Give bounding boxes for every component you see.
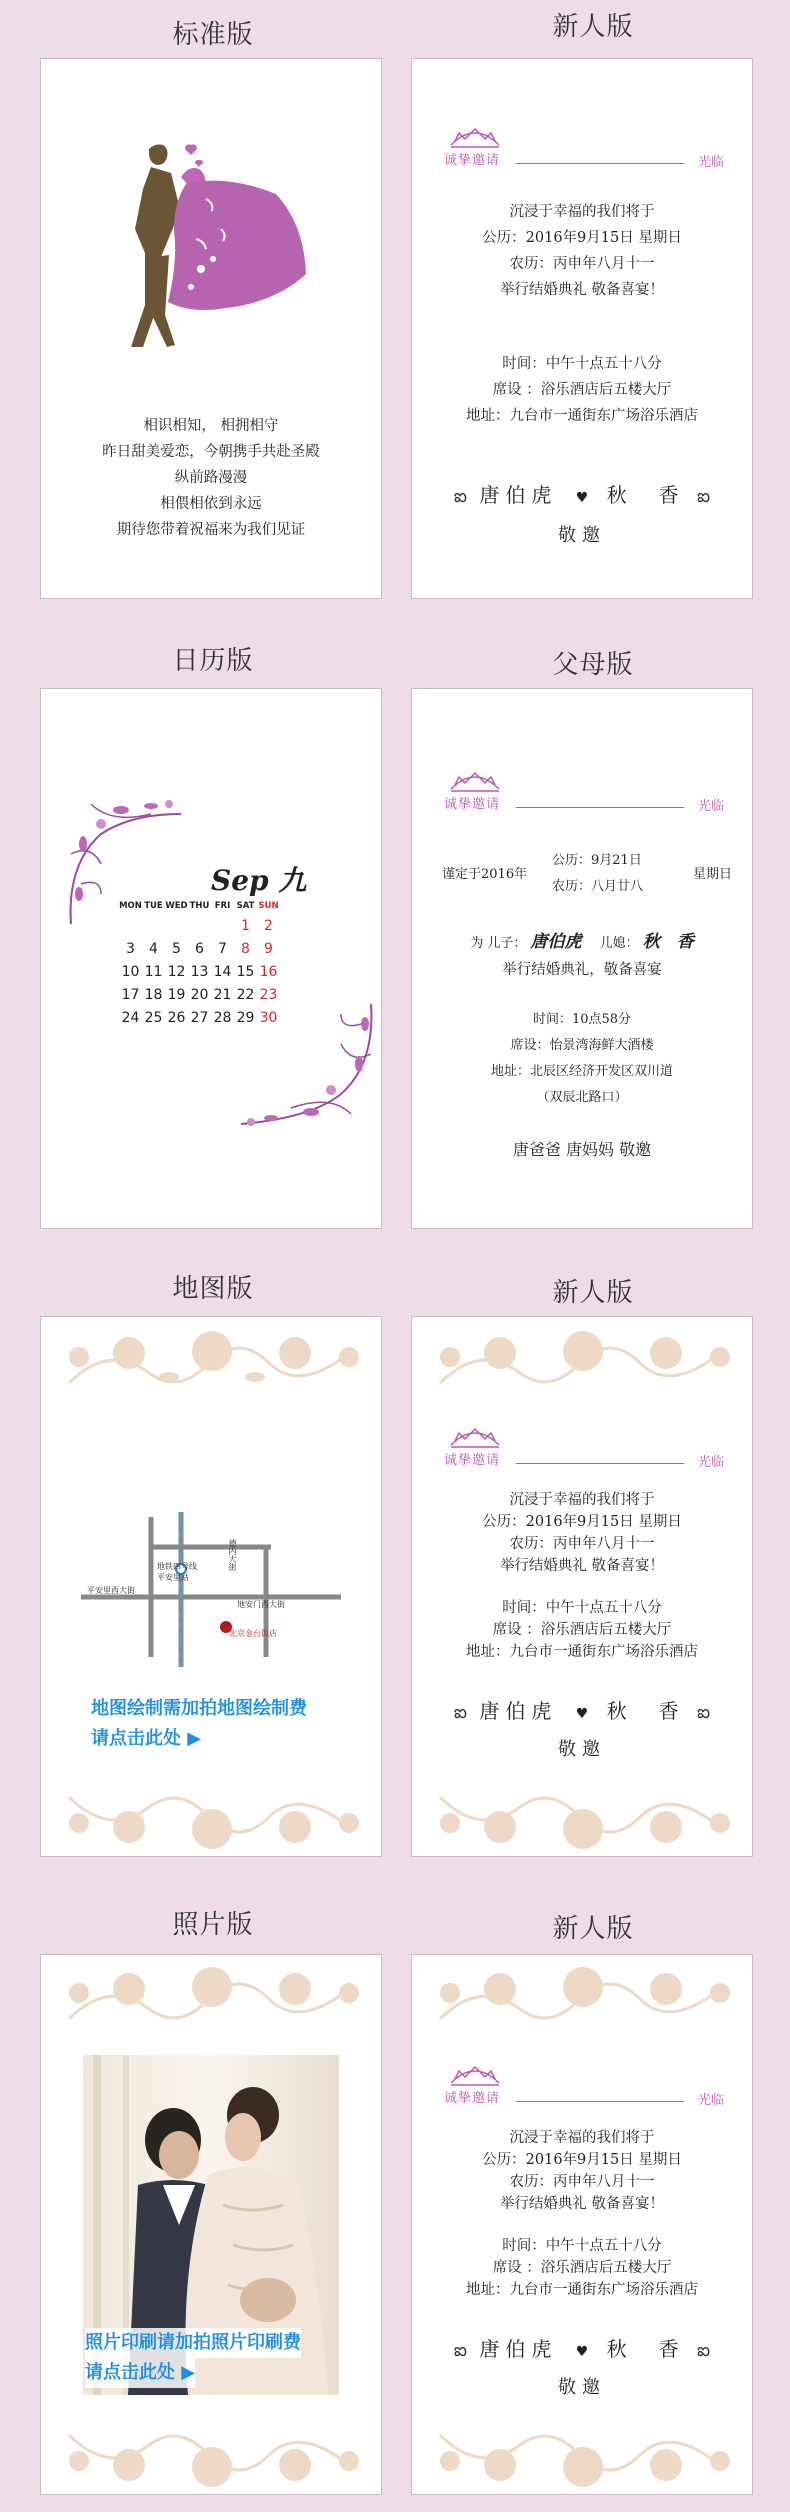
venue-line: 席设：怡景湾海鲜大酒楼 bbox=[510, 1038, 654, 1053]
heading-couple-2: 新人版 bbox=[552, 1278, 634, 1308]
welcome-label: 光临 bbox=[697, 799, 724, 814]
calendar-day: 24 bbox=[121, 1010, 140, 1026]
weekday: TUE bbox=[144, 901, 163, 911]
calendar-day: 21 bbox=[213, 987, 232, 1003]
detail-line: 农历：丙申年八月十一 bbox=[509, 256, 655, 272]
detail-line: 沉浸于幸福的我们将于 bbox=[509, 1492, 655, 1508]
wing-right-icon: ఐ bbox=[697, 486, 711, 507]
photo-click-here-link[interactable]: 请点击此处 ▶ bbox=[85, 2358, 195, 2388]
venue-line: 席设 ：浴乐酒店后五楼大厅 bbox=[492, 1622, 672, 1638]
calendar-week bbox=[119, 918, 280, 934]
calendar-day: 15 bbox=[236, 964, 255, 980]
calendar-day: 11 bbox=[144, 964, 163, 980]
wing-left-icon: ఐ bbox=[453, 486, 467, 507]
invite-label: 诚挚邀请 bbox=[444, 153, 501, 168]
card-photo[interactable] bbox=[40, 1954, 382, 2495]
invite-underline bbox=[516, 1463, 684, 1464]
card-couple-2[interactable] bbox=[411, 1316, 753, 1857]
son-name: 唐伯虎 bbox=[530, 932, 582, 952]
floral-border-bottom bbox=[59, 2415, 365, 2495]
detail-line: 公历：2016年9月15日 星期日 bbox=[482, 2152, 682, 2168]
parents-signature: 唐爸爸 唐妈妈 敬邀 bbox=[512, 1140, 652, 1159]
calendar-day: 13 bbox=[190, 964, 209, 980]
wing-left-icon: ఐ bbox=[453, 2340, 467, 2361]
poem-line: 纵前路漫漫 bbox=[174, 470, 248, 486]
card-couple-3[interactable] bbox=[411, 1954, 753, 2495]
crown-icon bbox=[449, 1427, 501, 1449]
heading-standard: 标准版 bbox=[172, 20, 254, 50]
floral-border-top bbox=[430, 1959, 736, 2039]
details-block bbox=[412, 199, 752, 303]
card-standard[interactable] bbox=[40, 58, 382, 599]
heading-parents: 父母版 bbox=[552, 650, 634, 680]
calendar-day: 14 bbox=[213, 964, 232, 980]
map-north-street: 德内大街 bbox=[228, 1539, 237, 1571]
detail-line: 沉浸于幸福的我们将于 bbox=[509, 2130, 655, 2146]
invite-underline bbox=[516, 2101, 684, 2102]
weekday: FRI bbox=[214, 901, 231, 911]
calendar-month: Sep 九 bbox=[211, 864, 307, 897]
map-street-left: 平安里西大街 bbox=[87, 1586, 135, 1595]
calendar-day: 4 bbox=[149, 941, 158, 957]
calendar-day bbox=[165, 918, 188, 934]
calendar-day: 12 bbox=[167, 964, 186, 980]
calendar-week bbox=[119, 1010, 280, 1026]
wing-right-icon: ఐ bbox=[697, 2340, 711, 2361]
groom-name: 唐伯虎 bbox=[479, 1699, 558, 1723]
poem-line: 相识相知， 相拥相守 bbox=[143, 418, 279, 434]
photo-print-link[interactable]: 照片印刷请加拍照片印刷费 bbox=[85, 2328, 301, 2358]
welcome-label: 光临 bbox=[697, 155, 724, 170]
card-map[interactable] bbox=[40, 1316, 382, 1857]
daughter-name: 秋 香 bbox=[642, 932, 694, 952]
bride-name: 秋 香 bbox=[606, 1699, 685, 1723]
standard-poem bbox=[41, 413, 381, 543]
parents-names-row bbox=[412, 927, 752, 952]
calendar-day: 27 bbox=[190, 1010, 209, 1026]
parents-venue bbox=[412, 1007, 752, 1111]
venue-line: 时间：中午十点五十八分 bbox=[502, 2238, 662, 2254]
wing-right-icon: ఐ bbox=[697, 1702, 711, 1723]
invite-header bbox=[444, 127, 724, 170]
calendar-day: 16 bbox=[259, 964, 278, 980]
son-label: 为 儿子： bbox=[470, 936, 527, 951]
floral-border-top bbox=[59, 1959, 365, 2039]
calendar-day: 10 bbox=[121, 964, 140, 980]
bride-name: 秋 香 bbox=[606, 2337, 685, 2361]
floral-border-bottom bbox=[59, 1777, 365, 1857]
invite-underline bbox=[516, 807, 684, 808]
jingyao-label: 敬邀 bbox=[558, 525, 606, 546]
crown-icon bbox=[449, 2065, 501, 2087]
calendar-day: 2 bbox=[264, 918, 273, 934]
calendar-day: 25 bbox=[144, 1010, 163, 1026]
banquet-line: 举行结婚典礼，敬备喜宴 bbox=[502, 962, 662, 978]
crown-icon bbox=[449, 771, 501, 793]
calendar-week bbox=[119, 964, 280, 980]
detail-line: 公历：2016年9月15日 星期日 bbox=[482, 1514, 682, 1530]
invite-header bbox=[444, 771, 724, 814]
calendar-day: 29 bbox=[236, 1010, 255, 1026]
couple-silhouette-illustration bbox=[41, 59, 382, 359]
calendar-week bbox=[119, 941, 280, 957]
venue-line: 席设 ：浴乐酒店后五楼大厅 bbox=[492, 382, 672, 398]
calendar-day: 5 bbox=[172, 941, 181, 957]
groom-name: 唐伯虎 bbox=[479, 483, 558, 507]
time-line: 时间：10点58分 bbox=[532, 1012, 632, 1027]
lunar-date: 农历：八月廿八 bbox=[552, 879, 644, 894]
jingyao-label: 敬邀 bbox=[558, 1739, 606, 1760]
detail-line: 举行结婚典礼 敬备喜宴！ bbox=[499, 2196, 665, 2212]
floral-border-top bbox=[430, 1323, 736, 1403]
detail-line: 农历：丙申年八月十一 bbox=[509, 2174, 655, 2190]
calendar-day: 26 bbox=[167, 1010, 186, 1026]
names-row bbox=[412, 1695, 752, 1727]
detail-line: 举行结婚典礼 敬备喜宴！ bbox=[499, 1558, 665, 1574]
calendar-day: 18 bbox=[144, 987, 163, 1003]
map-street-right: 地安门西大街 bbox=[237, 1600, 285, 1609]
heart-icon: ♥ bbox=[575, 1706, 589, 1722]
calendar-grid bbox=[119, 901, 280, 1026]
calendar-day: 20 bbox=[190, 987, 209, 1003]
address-line-2: （双辰北路口） bbox=[536, 1090, 628, 1105]
venue-line: 地址：九台市一通街东广场浴乐酒店 bbox=[466, 1644, 698, 1660]
calendar-day: 1 bbox=[241, 918, 250, 934]
calendar-day: 22 bbox=[236, 987, 255, 1003]
heart-icon: ♥ bbox=[575, 490, 589, 506]
weekday: SAT bbox=[236, 901, 255, 911]
jingyao-label: 敬邀 bbox=[558, 2377, 606, 2398]
venue-block bbox=[412, 2235, 752, 2301]
calendar-day: 30 bbox=[259, 1010, 278, 1026]
weekday: SUN bbox=[258, 901, 279, 911]
groom-name: 唐伯虎 bbox=[479, 2337, 558, 2361]
floral-border-bottom bbox=[430, 1777, 736, 1857]
map-metro-station: 地铁四号线 平安里站 bbox=[157, 1562, 197, 1582]
calendar-day: 7 bbox=[218, 941, 227, 957]
heart-icon: ♥ bbox=[575, 2344, 589, 2360]
welcome-label: 光临 bbox=[697, 1455, 724, 1470]
map-hotel-label: 北京金台饭店 bbox=[229, 1629, 277, 1638]
address-line: 地址：北辰区经济开发区双川道 bbox=[490, 1064, 673, 1079]
floral-border-bottom bbox=[430, 2415, 736, 2495]
venue-line: 时间：中午十点五十八分 bbox=[502, 356, 662, 372]
venue-block bbox=[412, 1597, 752, 1663]
calendar-day: 6 bbox=[195, 941, 204, 957]
venue-line: 席设 ：浴乐酒店后五楼大厅 bbox=[492, 2260, 672, 2276]
calendar-weekdays bbox=[119, 901, 280, 911]
card-couple-1[interactable] bbox=[411, 58, 753, 599]
weekday: WED bbox=[165, 901, 188, 911]
details-block bbox=[412, 1489, 752, 1577]
calendar-week bbox=[119, 987, 280, 1003]
names-row bbox=[412, 2333, 752, 2365]
invite-underline bbox=[516, 163, 684, 164]
detail-line: 公历：2016年9月15日 星期日 bbox=[482, 230, 682, 246]
scheduled-label: 谨定于2016年 bbox=[442, 867, 528, 882]
bride-name: 秋 香 bbox=[606, 483, 685, 507]
detail-line: 农历：丙申年八月十一 bbox=[509, 1536, 655, 1552]
heading-map: 地图版 bbox=[172, 1274, 254, 1304]
invite-header bbox=[444, 2065, 724, 2108]
calendar-day: 17 bbox=[121, 987, 140, 1003]
calendar-day: 19 bbox=[167, 987, 186, 1003]
detail-line: 举行结婚典礼 敬备喜宴！ bbox=[499, 282, 665, 298]
calendar-day: 8 bbox=[241, 941, 250, 957]
details-block bbox=[412, 2127, 752, 2215]
heading-photo: 照片版 bbox=[172, 1910, 254, 1940]
calendar-day bbox=[211, 918, 234, 934]
calendar-day bbox=[142, 918, 165, 934]
crown-icon bbox=[449, 127, 501, 149]
invite-label: 诚挚邀请 bbox=[444, 2091, 501, 2106]
parents-date-block bbox=[442, 849, 732, 899]
calendar-day: 23 bbox=[259, 987, 278, 1003]
detail-line: 沉浸于幸福的我们将于 bbox=[509, 204, 655, 220]
map-click-here-link[interactable]: 请点击此处 ▶ bbox=[91, 1728, 202, 1749]
calendar-day bbox=[119, 918, 142, 934]
poem-line: 相偎相依到永远 bbox=[160, 496, 262, 512]
parents-details bbox=[412, 957, 752, 983]
calendar-day bbox=[188, 918, 211, 934]
poem-line: 期待您带着祝福来为我们见证 bbox=[116, 522, 306, 538]
map-drawing-link[interactable]: 地图绘制需加拍地图绘制费 bbox=[91, 1698, 307, 1719]
welcome-label: 光临 bbox=[697, 2093, 724, 2108]
venue-block bbox=[412, 351, 752, 429]
heading-couple: 新人版 bbox=[552, 12, 634, 42]
venue-line: 时间：中午十点五十八分 bbox=[502, 1600, 662, 1616]
poem-line: 昨日甜美爱恋，今朝携手共赴圣殿 bbox=[102, 444, 320, 460]
weekday-label: 星期日 bbox=[692, 867, 732, 882]
invite-header bbox=[444, 1427, 724, 1470]
calendar-day: 28 bbox=[213, 1010, 232, 1026]
heading-calendar: 日历版 bbox=[172, 646, 254, 676]
card-parents[interactable] bbox=[411, 688, 753, 1229]
weekday: THU bbox=[189, 901, 210, 911]
wing-left-icon: ఐ bbox=[453, 1702, 467, 1723]
invite-label: 诚挚邀请 bbox=[444, 797, 501, 812]
floral-border-top bbox=[59, 1323, 365, 1403]
calendar-day: 3 bbox=[126, 941, 135, 957]
card-calendar[interactable] bbox=[40, 688, 382, 1229]
weekday: MON bbox=[119, 901, 142, 911]
venue-line: 地址：九台市一通街东广场浴乐酒店 bbox=[466, 408, 698, 424]
daughter-label: 儿媳： bbox=[599, 936, 639, 951]
heading-couple-3: 新人版 bbox=[552, 1914, 634, 1944]
invite-label: 诚挚邀请 bbox=[444, 1453, 501, 1468]
venue-line: 地址：九台市一通街东广场浴乐酒店 bbox=[466, 2282, 698, 2298]
solar-date: 公历：9月21日 bbox=[552, 853, 642, 868]
names-row bbox=[412, 479, 752, 511]
calendar-day: 9 bbox=[264, 941, 273, 957]
